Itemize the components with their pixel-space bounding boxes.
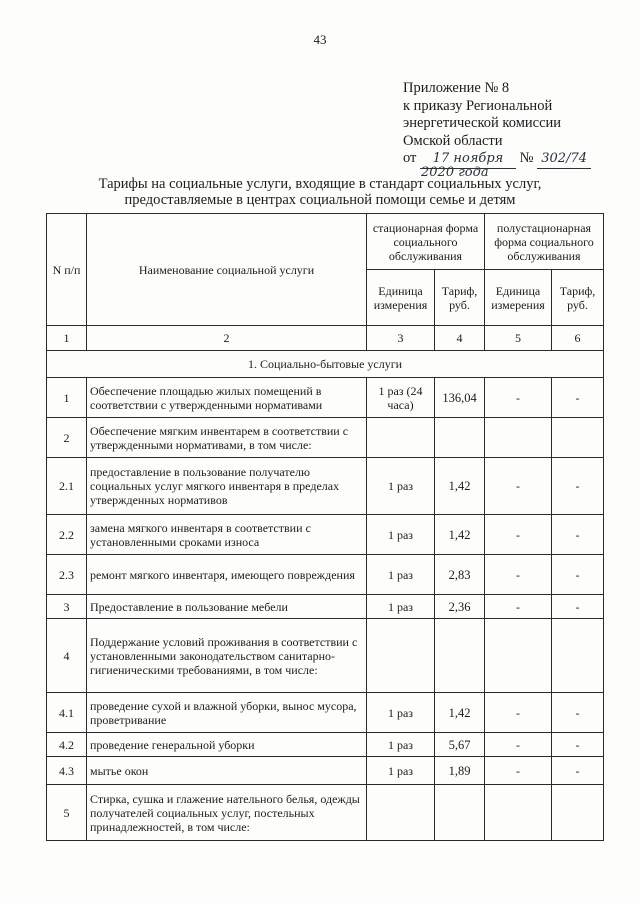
table-row [47,515,604,555]
header-name: Наименование социальной услуги [87,214,367,326]
row-name: Предоставление в пользование мебели [87,595,367,619]
row-tariff [435,785,485,841]
row-unit: 1 раз (24 часа) [367,378,435,418]
row-unit-semistationary: - [485,595,552,619]
header-tariff: Тариф, руб. [435,270,485,326]
header-num: N п/п [47,214,87,326]
row-tariff: 1,42 [435,693,485,733]
row-name: проведение сухой и влажной уборки, вынос мусора, проветривание [87,693,367,733]
row-name: ремонт мягкого инвентаря, имеющего повреждения [87,555,367,595]
row-num: 3 [47,595,87,619]
column-number: 2 [87,326,367,351]
row-num: 5 [47,785,87,841]
row-tariff: 2,36 [435,595,485,619]
header-tariff: Тариф, руб. [552,270,604,326]
row-num: 2 [47,418,87,458]
row-name: предоставление в пользование получателю социальных услуг мягкого инвентаря в пределах утвержденных нормативов [87,458,367,515]
row-num: 2.2 [47,515,87,555]
row-unit [367,785,435,841]
section-row [47,351,604,378]
row-unit-semistationary: - [485,693,552,733]
row-unit: 1 раз [367,733,435,757]
row-unit: 1 раз [367,693,435,733]
row-tariff-semistationary: - [552,458,604,515]
column-number: 3 [367,326,435,351]
row-num: 4 [47,619,87,693]
number-label: № [519,150,534,166]
row-tariff-semistationary: - [552,555,604,595]
row-unit [367,619,435,693]
row-tariff: 1,42 [435,458,485,515]
row-unit: 1 раз [367,757,435,785]
table-row [47,595,604,619]
row-unit-semistationary: - [485,515,552,555]
row-unit: 1 раз [367,458,435,515]
row-tariff-semistationary [552,619,604,693]
section-title: 1. Социально-бытовые услуги [47,351,604,378]
row-name: Поддержание условий проживания в соответствии с установленными законодательством санитарно-гигиеническими требованиями, в том числе: [87,619,367,693]
row-tariff: 2,83 [435,555,485,595]
row-unit-semistationary [485,785,552,841]
row-unit-semistationary: - [485,378,552,418]
row-num: 4.1 [47,693,87,733]
row-name: Обеспечение площадью жилых помещений в соответствии с утвержденными нормативами [87,378,367,418]
row-tariff-semistationary [552,418,604,458]
header-unit: Единица измерения [485,270,552,326]
row-num: 2.1 [47,458,87,515]
row-num: 1 [47,378,87,418]
row-tariff-semistationary: - [552,733,604,757]
column-number: 6 [552,326,604,351]
appendix-block [403,80,591,180]
row-name: Обеспечение мягким инвентарем в соответствии с утвержденными нормативами, в том числе: [87,418,367,458]
tariff-table [46,213,604,841]
table-row [47,418,604,458]
row-unit-semistationary: - [485,757,552,785]
row-name: Стирка, сушка и глажение нательного белья, одежды получателей социальных услуг, постельных принадлежностей, в том числе: [87,785,367,841]
handwritten-date: 17 ноября [420,150,516,169]
row-num: 4.3 [47,757,87,785]
row-tariff [435,619,485,693]
title-line-2: предоставляемые в центрах социальной помощи семье и детям [124,192,516,208]
row-unit: 1 раз [367,515,435,555]
appendix-line: Приложение № 8 [403,80,510,96]
row-num: 4.2 [47,733,87,757]
row-tariff: 136,04 [435,378,485,418]
handwritten-year: 2020 года [421,165,489,180]
table-row [47,733,604,757]
row-tariff: 1,42 [435,515,485,555]
row-unit-semistationary [485,619,552,693]
row-tariff-semistationary: - [552,757,604,785]
row-tariff-semistationary: - [552,515,604,555]
row-name: замена мягкого инвентаря в соответствии с установленными сроками износа [87,515,367,555]
row-tariff-semistationary: - [552,378,604,418]
row-tariff-semistationary: - [552,595,604,619]
document-title [0,176,640,208]
table-row [47,378,604,418]
table-row [47,555,604,595]
row-unit: 1 раз [367,595,435,619]
row-tariff: 5,67 [435,733,485,757]
appendix-line: к приказу Региональной [403,97,553,114]
row-tariff-semistationary [552,785,604,841]
table-row [47,757,604,785]
row-tariff-semistationary: - [552,693,604,733]
table-row [47,619,604,693]
column-numbers-row [47,326,604,351]
appendix-line: энергетической комиссии [403,115,562,131]
appendix-line: Омской области [403,132,503,149]
row-tariff [435,418,485,458]
row-tariff: 1,89 [435,757,485,785]
column-number: 5 [485,326,552,351]
row-num: 2.3 [47,555,87,595]
page-number: 43 [313,32,327,47]
table-row [47,458,604,515]
column-number: 1 [47,326,87,351]
table-row [47,693,604,733]
row-unit: 1 раз [367,555,435,595]
row-name: мытье окон [87,757,367,785]
from-label: от [403,150,417,166]
row-unit [367,418,435,458]
column-number: 4 [435,326,485,351]
header-group-stationary: стационарная форма социального обслуживания [367,214,485,270]
row-unit-semistationary: - [485,458,552,515]
row-unit-semistationary: - [485,555,552,595]
handwritten-number: 302/74 [537,150,591,169]
title-line-1: Тарифы на социальные услуги, входящие в стандарт социальных услуг, [98,176,542,192]
appendix-date-line [403,150,591,180]
header-unit: Единица измерения [367,270,435,326]
table-row [47,785,604,841]
row-unit-semistationary: - [485,733,552,757]
row-name: проведение генеральной уборки [87,733,367,757]
row-unit-semistationary [485,418,552,458]
header-group-semistationary: полустационарная форма социального обслуживания [485,214,604,270]
